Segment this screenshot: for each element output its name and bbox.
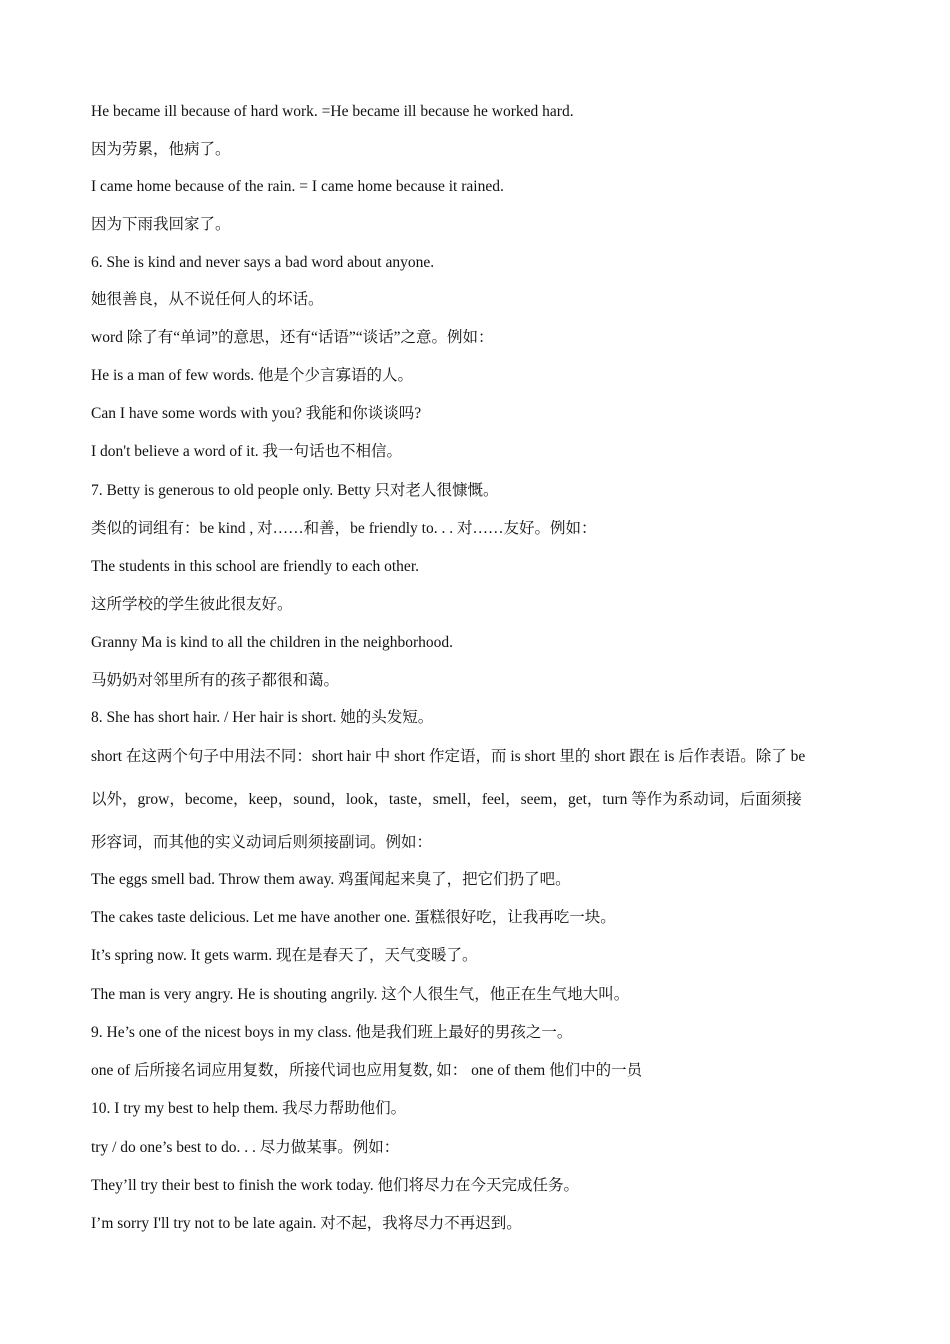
text-line: I don't believe a word of it. 我一句话也不相信。	[91, 443, 403, 460]
text-line: Can I have some words with you? 我能和你谈谈吗?	[91, 405, 422, 422]
text-line: 10. I try my best to help them. 我尽力帮助他们。	[91, 1100, 407, 1117]
text-line: He is a man of few words. 他是个少言寡语的人。	[91, 367, 414, 384]
text-line: 因为劳累，他病了。	[91, 141, 231, 158]
text-line: They’ll try their best to finish the work today. 他们将尽力在今天完成任务。	[91, 1177, 580, 1194]
text-line: The man is very angry. He is shouting angrily. 这个人很生气，他正在生气地大叫。	[91, 986, 630, 1003]
text-line: try / do one’s best to do. . . 尽力做某事。例如：	[91, 1139, 400, 1156]
text-line: It’s spring now. It gets warm. 现在是春天了，天气变暖了。	[91, 947, 478, 964]
text-line: The cakes taste delicious. Let me have another one. 蛋糕很好吃，让我再吃一块。	[91, 909, 616, 926]
text-line: The eggs smell bad. Throw them away. 鸡蛋闻起来臭了，把它们扔了吧。	[91, 871, 571, 888]
text-line: 7. Betty is generous to old people only. Betty 只对老人很慷慨。	[91, 482, 499, 499]
text-line: 以外，grow，become，keep，sound，look，taste，smell，feel，seem，get，turn 等作为系动词，后面须接	[91, 791, 802, 808]
text-line: The students in this school are friendly to each other.	[91, 558, 419, 575]
text-line: He became ill because of hard work. =He became ill because he worked hard.	[91, 103, 574, 120]
text-line: 6. She is kind and never says a bad word about anyone.	[91, 254, 435, 271]
text-line: 8. She has short hair. / Her hair is short. 她的头发短。	[91, 709, 434, 726]
text-line: 9. He’s one of the nicest boys in my class. 他是我们班上最好的男孩之一。	[91, 1024, 573, 1041]
text-line: 她很善良，从不说任何人的坏话。	[91, 291, 324, 308]
text-line: 马奶奶对邻里所有的孩子都很和蔼。	[91, 672, 340, 689]
text-line: 类似的词组有：be kind , 对……和善，be friendly to. . . 对……友好。例如：	[91, 520, 597, 537]
text-line: 这所学校的学生彼此很友好。	[91, 596, 293, 613]
text-line: I’m sorry I'll try not to be late again. 对不起，我将尽力不再迟到。	[91, 1215, 522, 1232]
text-line: 形容词，而其他的实义动词后则须接副词。例如：	[91, 834, 433, 851]
text-line: I came home because of the rain. = I came home because it rained.	[91, 178, 504, 195]
text-line: word 除了有“单词”的意思，还有“话语”“谈话”之意。例如：	[91, 329, 494, 346]
text-line: short 在这两个句子中用法不同：short hair 中 short 作定语，而 is short 里的 short 跟在 is 后作表语。除了 be	[91, 748, 806, 765]
text-line: 因为下雨我回家了。	[91, 216, 231, 233]
text-line: one of 后所接名词应用复数，所接代词也应用复数, 如： one of them 他们中的一员	[91, 1062, 643, 1079]
text-line: Granny Ma is kind to all the children in the neighborhood.	[91, 634, 454, 651]
